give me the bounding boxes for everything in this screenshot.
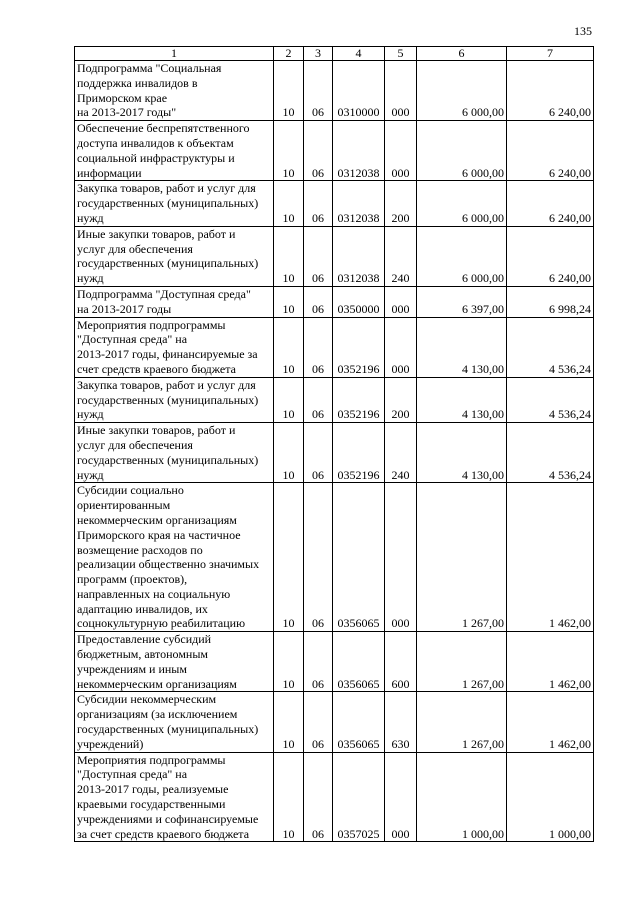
cell-name: Закупка товаров, работ и услуг для государственных (муниципальных) нужд	[75, 181, 274, 226]
cell-amount-year-1: 6 000,00	[417, 226, 507, 286]
cell-amount-year-1: 1 267,00	[417, 692, 507, 752]
cell-subsection: 06	[304, 752, 333, 842]
cell-section: 10	[274, 121, 304, 181]
table-row	[75, 483, 594, 632]
cell-target-article: 0312038	[333, 181, 385, 226]
cell-expense-type: 200	[385, 181, 417, 226]
cell-target-article: 0356065	[333, 692, 385, 752]
cell-subsection: 06	[304, 377, 333, 422]
cell-section: 10	[274, 423, 304, 483]
table-row	[75, 286, 594, 317]
cell-amount-year-2: 6 240,00	[507, 121, 594, 181]
cell-expense-type: 000	[385, 317, 417, 377]
cell-section: 10	[274, 692, 304, 752]
cell-target-article: 0356065	[333, 632, 385, 692]
cell-expense-type: 240	[385, 226, 417, 286]
table-row	[75, 692, 594, 752]
cell-amount-year-2: 4 536,24	[507, 423, 594, 483]
cell-subsection: 06	[304, 286, 333, 317]
cell-expense-type: 000	[385, 286, 417, 317]
column-header: 3	[304, 47, 333, 61]
cell-target-article: 0312038	[333, 226, 385, 286]
cell-amount-year-1: 6 000,00	[417, 121, 507, 181]
cell-name: Мероприятия подпрограммы "Доступная среда" на 2013-2017 годы, реализуемые краевыми государственными учреждениями и софинансируемые за счет средств краевого бюджета	[75, 752, 274, 842]
cell-expense-type: 000	[385, 483, 417, 632]
table-row	[75, 181, 594, 226]
page-number: 135	[574, 24, 592, 38]
cell-name: Иные закупки товаров, работ и услуг для обеспечения государственных (муниципальных) нужд	[75, 423, 274, 483]
cell-amount-year-2: 6 240,00	[507, 61, 594, 121]
cell-amount-year-1: 1 000,00	[417, 752, 507, 842]
cell-expense-type: 600	[385, 632, 417, 692]
column-header: 5	[385, 47, 417, 61]
table-row	[75, 61, 594, 121]
cell-subsection: 06	[304, 692, 333, 752]
cell-target-article: 0352196	[333, 423, 385, 483]
cell-name: Иные закупки товаров, работ и услуг для обеспечения государственных (муниципальных) нужд	[75, 226, 274, 286]
cell-amount-year-2: 6 240,00	[507, 226, 594, 286]
cell-name: Обеспечение беспрепятственного доступа инвалидов к объектам социальной инфраструктуры и информации	[75, 121, 274, 181]
cell-amount-year-2: 1 462,00	[507, 483, 594, 632]
cell-amount-year-1: 6 397,00	[417, 286, 507, 317]
cell-subsection: 06	[304, 483, 333, 632]
cell-amount-year-2: 6 240,00	[507, 181, 594, 226]
cell-name: Предоставление субсидий бюджетным, автономным учреждениям и иным некоммерческим организациям	[75, 632, 274, 692]
cell-subsection: 06	[304, 121, 333, 181]
cell-amount-year-2: 1 000,00	[507, 752, 594, 842]
cell-subsection: 06	[304, 632, 333, 692]
cell-target-article: 0350000	[333, 286, 385, 317]
cell-subsection: 06	[304, 61, 333, 121]
cell-subsection: 06	[304, 317, 333, 377]
cell-target-article: 0356065	[333, 483, 385, 632]
cell-amount-year-1: 6 000,00	[417, 61, 507, 121]
cell-amount-year-1: 1 267,00	[417, 483, 507, 632]
cell-section: 10	[274, 483, 304, 632]
header-row	[75, 47, 594, 61]
cell-name: Субсидии некоммерческим организациям (за исключением государственных (муниципальных) учреждений)	[75, 692, 274, 752]
cell-name: Подпрограмма "Доступная среда" на 2013-2017 годы	[75, 286, 274, 317]
cell-section: 10	[274, 181, 304, 226]
cell-amount-year-2: 1 462,00	[507, 632, 594, 692]
cell-expense-type: 200	[385, 377, 417, 422]
cell-section: 10	[274, 317, 304, 377]
cell-amount-year-1: 6 000,00	[417, 181, 507, 226]
cell-section: 10	[274, 752, 304, 842]
cell-target-article: 0310000	[333, 61, 385, 121]
table-row	[75, 226, 594, 286]
cell-name: Субсидии социально ориентированным некоммерческим организациям Приморского края на частичное возмещение расходов по реализации общественно значимых программ (проектов), направленных на социальную адаптацию инвалидов, их соцнокультурную реабилитацию	[75, 483, 274, 632]
cell-subsection: 06	[304, 226, 333, 286]
table-row	[75, 632, 594, 692]
table-row	[75, 317, 594, 377]
cell-expense-type: 000	[385, 61, 417, 121]
cell-amount-year-2: 6 998,24	[507, 286, 594, 317]
cell-target-article: 0357025	[333, 752, 385, 842]
cell-section: 10	[274, 226, 304, 286]
cell-amount-year-1: 4 130,00	[417, 377, 507, 422]
table-row	[75, 423, 594, 483]
cell-name: Закупка товаров, работ и услуг для государственных (муниципальных) нужд	[75, 377, 274, 422]
cell-expense-type: 000	[385, 121, 417, 181]
cell-expense-type: 000	[385, 752, 417, 842]
cell-expense-type: 240	[385, 423, 417, 483]
cell-name: Подпрограмма "Социальная поддержка инвалидов в Приморском крае на 2013-2017 годы"	[75, 61, 274, 121]
cell-section: 10	[274, 377, 304, 422]
column-header: 2	[274, 47, 304, 61]
table-row	[75, 752, 594, 842]
cell-name: Мероприятия подпрограммы "Доступная среда" на 2013-2017 годы, финансируемые за счет средств краевого бюджета	[75, 317, 274, 377]
column-header: 1	[75, 47, 274, 61]
cell-subsection: 06	[304, 181, 333, 226]
cell-amount-year-2: 4 536,24	[507, 377, 594, 422]
cell-amount-year-1: 4 130,00	[417, 423, 507, 483]
column-header: 7	[507, 47, 594, 61]
table-row	[75, 121, 594, 181]
cell-expense-type: 630	[385, 692, 417, 752]
cell-target-article: 0312038	[333, 121, 385, 181]
budget-table	[74, 46, 594, 842]
column-header: 6	[417, 47, 507, 61]
table-row	[75, 377, 594, 422]
cell-section: 10	[274, 632, 304, 692]
cell-target-article: 0352196	[333, 377, 385, 422]
column-header: 4	[333, 47, 385, 61]
cell-amount-year-1: 1 267,00	[417, 632, 507, 692]
cell-amount-year-2: 1 462,00	[507, 692, 594, 752]
cell-subsection: 06	[304, 423, 333, 483]
cell-amount-year-2: 4 536,24	[507, 317, 594, 377]
cell-amount-year-1: 4 130,00	[417, 317, 507, 377]
cell-section: 10	[274, 61, 304, 121]
cell-target-article: 0352196	[333, 317, 385, 377]
cell-section: 10	[274, 286, 304, 317]
